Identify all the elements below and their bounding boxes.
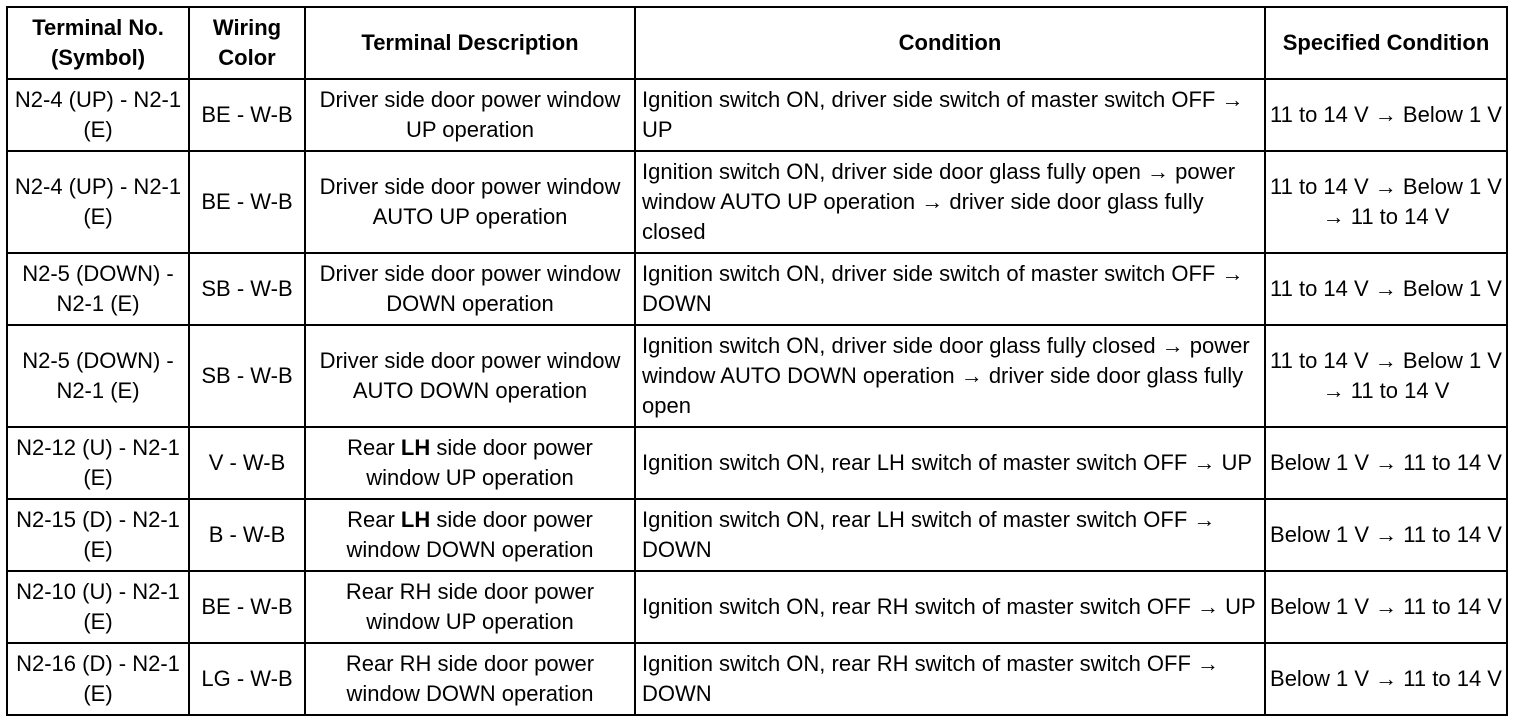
terminal-check-table [6, 6, 1508, 716]
wiring-color-cell: BE - W-B [189, 151, 305, 253]
wiring-color-cell: LG - W-B [189, 643, 305, 715]
terminal-cell: N2-5 (DOWN) - N2-1 (E) [7, 253, 189, 325]
wiring-color-cell: SB - W-B [189, 253, 305, 325]
wiring-color-cell: BE - W-B [189, 571, 305, 643]
header-wiring-color: Wiring Color [189, 7, 305, 79]
specified-condition-cell: Below 1 V → 11 to 14 V [1265, 643, 1507, 715]
description-cell: Rear LH side door power window UP operation [305, 427, 635, 499]
condition-cell: Ignition switch ON, driver side switch of master switch OFF → DOWN [635, 253, 1265, 325]
condition-cell: Ignition switch ON, driver side switch of master switch OFF → UP [635, 79, 1265, 151]
specified-condition-cell: 11 to 14 V → Below 1 V [1265, 253, 1507, 325]
table-row [7, 571, 1507, 643]
terminal-cell: N2-12 (U) - N2-1 (E) [7, 427, 189, 499]
condition-cell: Ignition switch ON, rear RH switch of master switch OFF → UP [635, 571, 1265, 643]
condition-cell: Ignition switch ON, driver side door glass fully open → power window AUTO UP operation → driver side door glass fully closed [635, 151, 1265, 253]
condition-cell: Ignition switch ON, rear LH switch of master switch OFF → UP [635, 427, 1265, 499]
description-cell: Driver side door power window DOWN operation [305, 253, 635, 325]
specified-condition-cell: 11 to 14 V → Below 1 V [1265, 79, 1507, 151]
table-row [7, 325, 1507, 427]
header-condition: Condition [635, 7, 1265, 79]
table-header [7, 7, 1507, 79]
header-row [7, 7, 1507, 79]
wiring-color-cell: B - W-B [189, 499, 305, 571]
table-row [7, 499, 1507, 571]
specified-condition-cell: 11 to 14 V → Below 1 V → 11 to 14 V [1265, 325, 1507, 427]
description-cell: Rear LH side door power window DOWN operation [305, 499, 635, 571]
description-cell: Rear RH side door power window DOWN operation [305, 643, 635, 715]
terminal-cell: N2-10 (U) - N2-1 (E) [7, 571, 189, 643]
lh-emphasis: LH [400, 507, 431, 532]
table-row [7, 79, 1507, 151]
terminal-cell: N2-5 (DOWN) - N2-1 (E) [7, 325, 189, 427]
table-row [7, 253, 1507, 325]
terminal-cell: N2-4 (UP) - N2-1 (E) [7, 151, 189, 253]
description-cell: Driver side door power window AUTO DOWN operation [305, 325, 635, 427]
header-terminal-description: Terminal Description [305, 7, 635, 79]
table-body [7, 79, 1507, 715]
wiring-color-cell: BE - W-B [189, 79, 305, 151]
wiring-color-cell: SB - W-B [189, 325, 305, 427]
terminal-cell: N2-15 (D) - N2-1 (E) [7, 499, 189, 571]
description-cell: Driver side door power window AUTO UP operation [305, 151, 635, 253]
description-cell: Rear RH side door power window UP operation [305, 571, 635, 643]
condition-cell: Ignition switch ON, rear RH switch of master switch OFF → DOWN [635, 643, 1265, 715]
header-specified-condition: Specified Condition [1265, 7, 1507, 79]
terminal-cell: N2-4 (UP) - N2-1 (E) [7, 79, 189, 151]
table-row [7, 643, 1507, 715]
specified-condition-cell: 11 to 14 V → Below 1 V → 11 to 14 V [1265, 151, 1507, 253]
lh-emphasis: LH [400, 435, 431, 460]
wiring-color-cell: V - W-B [189, 427, 305, 499]
terminal-cell: N2-16 (D) - N2-1 (E) [7, 643, 189, 715]
description-cell: Driver side door power window UP operation [305, 79, 635, 151]
header-terminal: Terminal No. (Symbol) [7, 7, 189, 79]
terminal-table-container [6, 6, 1506, 716]
specified-condition-cell: Below 1 V → 11 to 14 V [1265, 499, 1507, 571]
condition-cell: Ignition switch ON, driver side door glass fully closed → power window AUTO DOWN operation → driver side door glass fully open [635, 325, 1265, 427]
table-row [7, 427, 1507, 499]
table-row [7, 151, 1507, 253]
specified-condition-cell: Below 1 V → 11 to 14 V [1265, 571, 1507, 643]
specified-condition-cell: Below 1 V → 11 to 14 V [1265, 427, 1507, 499]
condition-cell: Ignition switch ON, rear LH switch of master switch OFF → DOWN [635, 499, 1265, 571]
